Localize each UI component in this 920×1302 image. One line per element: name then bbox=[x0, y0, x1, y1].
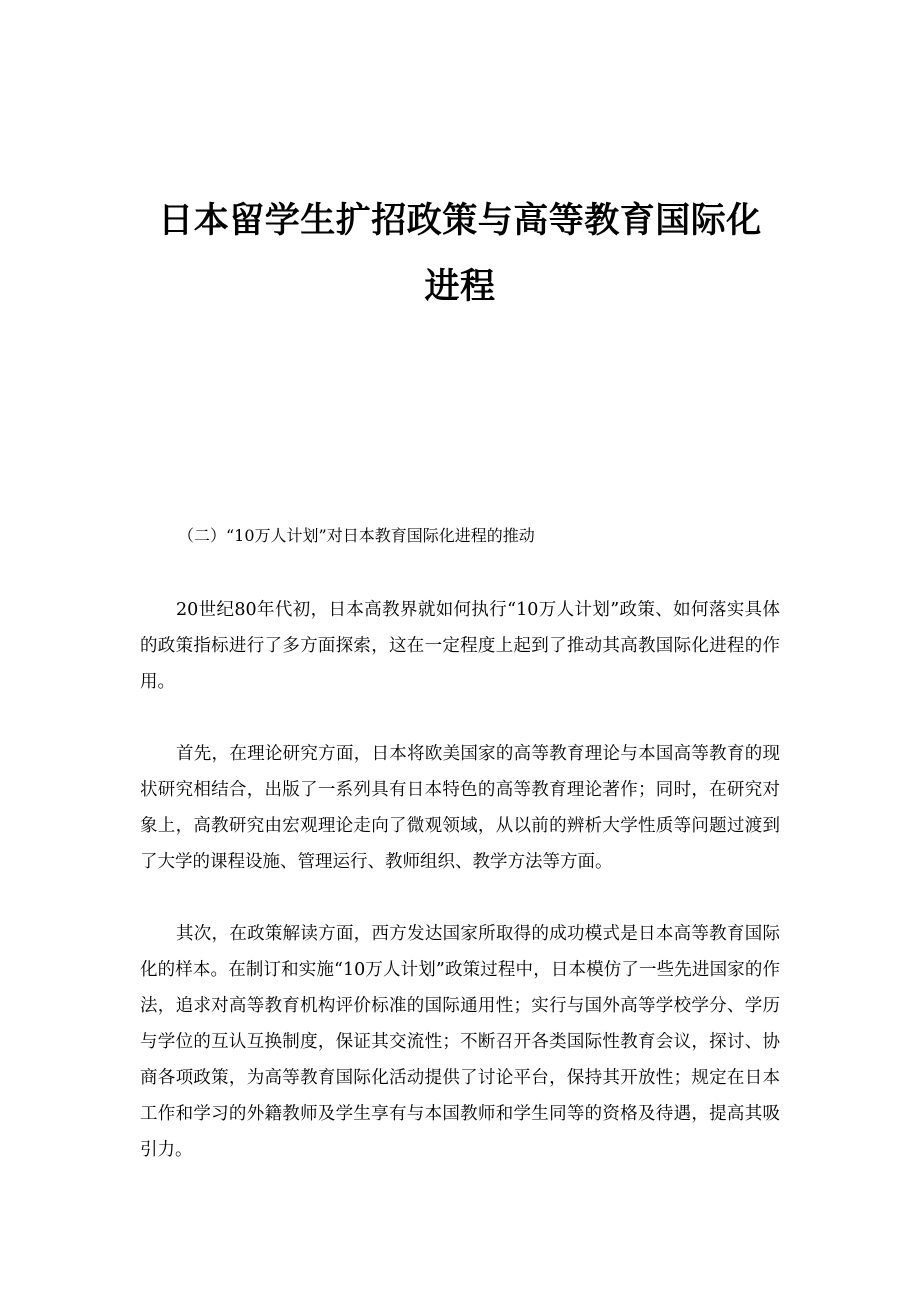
document-title bbox=[140, 188, 780, 320]
title-line-2: 进程 bbox=[424, 267, 496, 307]
paragraph-2: 首先，在理论研究方面，日本将欧美国家的高等教育理论与本国高等教育的现状研究相结合，出版了一系列具有日本特色的高等教育理论著作；同时，在研究对象上，高教研究由宏观理论走向了微观领域，从以前的辨析大学性质等问题过渡到了大学的课程设施、管理运行、教师组织、教学方法等方面。 bbox=[140, 744, 780, 872]
title-line-1: 日本留学生扩招政策与高等教育国际化 bbox=[158, 201, 762, 241]
paragraph-1: 20世纪80年代初，日本高教界就如何执行“10万人计划”政策、如何落实具体的政策指标进行了多方面探索，这在一定程度上起到了推动其高教国际化进程的作用。 bbox=[140, 600, 780, 692]
section-heading: （二）“10万人计划”对日本教育国际化进程的推动 bbox=[178, 526, 535, 545]
paragraph-3: 其次，在政策解读方面，西方发达国家所取得的成功模式是日本高等教育国际化的样本。在制订和实施“10万人计划”政策过程中，日本模仿了一些先进国家的作法，追求对高等教育机构评价标准的国际通用性；实行与国外高等学校学分、学历与学位的互认互换制度，保证其交流性；不断召开各类国际性教育会议，探讨、协商各项政策，为高等教育国际化活动提供了讨论平台，保持其开放性；规定在日本工作和学习的外籍教师及学生享有与本国教师和学生同等的资格及待遇，提高其吸引力。 bbox=[140, 924, 780, 1160]
